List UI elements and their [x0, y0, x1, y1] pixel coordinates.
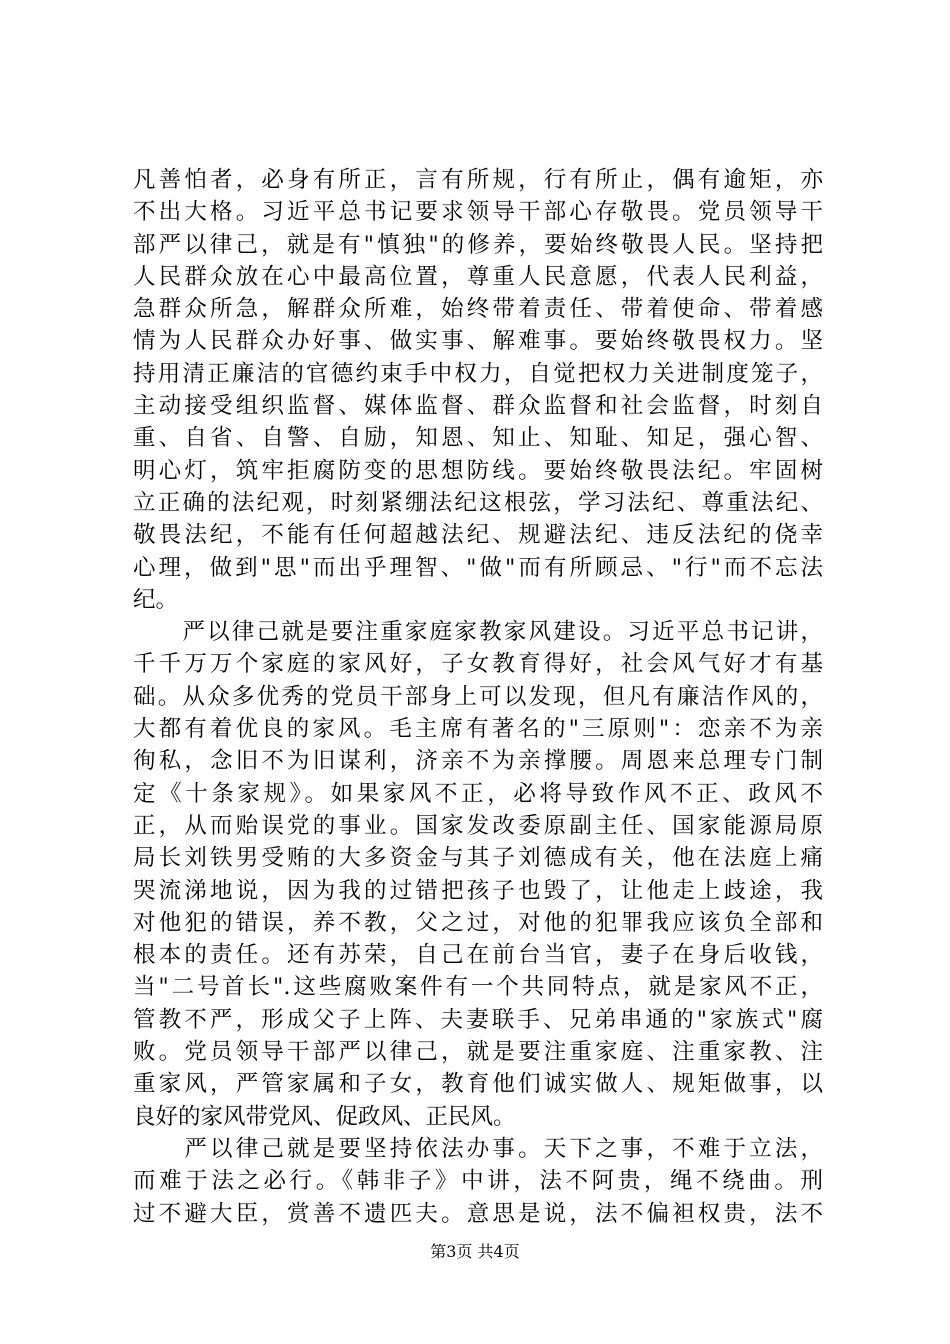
text-line: 敬畏法纪，不能有任何超越法纪、规避法纪、违反法纪的侥幸 [133, 522, 823, 549]
text-line: 严以律己就是要注重家庭家教家风建设。习近平总书记讲， [133, 619, 823, 646]
text-line: 情为人民群众办好事、做实事、解难事。要始终敬畏权力。坚 [133, 328, 823, 355]
text-line: 持用清正廉洁的官德约束手中权力，自觉把权力关进制度笼子， [133, 360, 823, 387]
text-line: 立正确的法纪观，时刻紧绷法纪这根弦，学习法纪、尊重法纪、 [133, 489, 823, 516]
text-line: 重、自省、自警、自励，知恩、知止、知耻、知足，强心智、 [133, 425, 823, 452]
text-line: 明心灯，筑牢拒腐防变的思想防线。要始终敬畏法纪。牢固树 [133, 457, 823, 484]
text-line: 纪。 [133, 586, 179, 613]
text-line: 败。党员领导干部严以律己，就是要注重家庭、注重家教、注 [133, 1039, 823, 1066]
text-line: 哭流涕地说，因为我的过错把孩子也毁了，让他走上歧途，我 [133, 877, 823, 904]
text-line: 当"二号首长".这些腐败案件有一个共同特点，就是家风不正， [133, 974, 823, 1001]
text-line: 过不避大臣，赏善不遗匹夫。意思是说，法不偏袒权贵，法不 [133, 1200, 823, 1227]
text-line: 正，从而贻误党的事业。国家发改委原副主任、国家能源局原 [133, 812, 823, 839]
text-line: 急群众所急，解群众所难，始终带着责任、带着使命、带着感 [133, 296, 823, 323]
text-line: 不出大格。习近平总书记要求领导干部心存敬畏。党员领导干 [133, 199, 823, 226]
text-line: 局长刘铁男受贿的大多资金与其子刘德成有关，他在法庭上痛 [133, 845, 823, 872]
text-line: 重家风，严管家属和子女，教育他们诚实做人、规矩做事，以 [133, 1071, 823, 1098]
text-line: 人民群众放在心中最高位置，尊重人民意愿，代表人民利益， [133, 263, 823, 290]
text-line: 大都有着优良的家风。毛主席有著名的"三原则"：恋亲不为亲 [133, 716, 823, 743]
text-line: 根本的责任。还有苏荣，自己在前台当官，妻子在身后收钱， [133, 942, 823, 969]
text-line: 良好的家风带党风、促政风、正民风。 [133, 1103, 516, 1130]
document-body [133, 164, 823, 1230]
text-line: 徇私，念旧不为旧谋利，济亲不为亲撑腰。周恩来总理专门制 [133, 748, 823, 775]
text-line: 千千万万个家庭的家风好，子女教育得好，社会风气好才有基 [133, 651, 823, 678]
text-line: 部严以律己，就是有"慎独"的修养，要始终敬畏人民。坚持把 [133, 231, 823, 258]
text-line: 主动接受组织监督、媒体监督、群众监督和社会监督，时刻自 [133, 393, 823, 420]
text-line: 而难于法之必行。《韩非子》中讲，法不阿贵，绳不绕曲。刑 [133, 1168, 823, 1195]
page-footer: 第3页 共4页 [430, 1242, 520, 1261]
text-line: 定《十条家规》。如果家风不正，必将导致作风不正、政风不 [133, 780, 823, 807]
text-line: 对他犯的错误，养不教，父之过，对他的犯罪我应该负全部和 [133, 909, 823, 936]
text-line: 管教不严，形成父子上阵、夫妻联手、兄弟串通的"家族式"腐 [133, 1006, 823, 1033]
text-line: 础。从众多优秀的党员干部身上可以发现，但凡有廉洁作风的， [133, 683, 823, 710]
text-line: 凡善怕者，必身有所正，言有所规，行有所止，偶有逾矩，亦 [133, 167, 823, 193]
text-line: 严以律己就是要坚持依法办事。天下之事，不难于立法， [133, 1135, 823, 1162]
text-line: 心理，做到"思"而出乎理智、"做"而有所顾忌、"行"而不忘法 [133, 554, 823, 581]
